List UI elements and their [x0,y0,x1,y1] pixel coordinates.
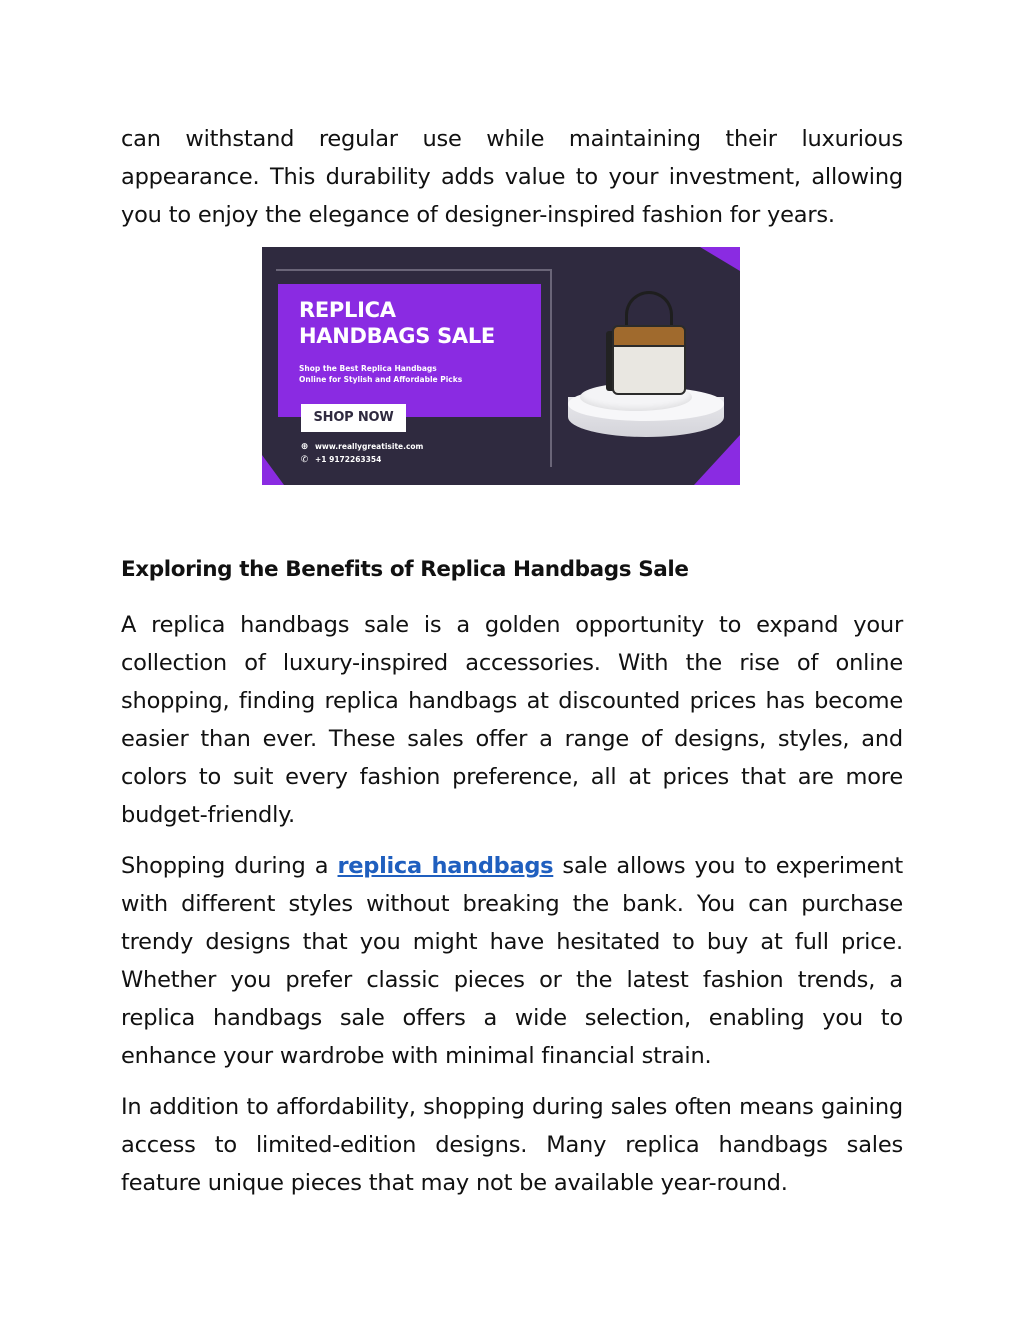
body-paragraph-1: A replica handbags sale is a golden opportunity to expand your collection of luxury-inspired accessories. With the rise of online shopping, finding replica handbags at discounted prices has become easier than ever. These sales offer a range of designs, styles, and colors to suit every fashion preference, all at prices that are more budget-friendly. [121,612,903,828]
paragraph-text: Shopping during a [121,853,338,879]
handbag-flap [612,325,686,347]
body-paragraph-2 [121,847,903,1075]
banner-subtitle-line: Online for Stylish and Affordable Picks [299,375,463,384]
promo-banner [262,247,740,485]
globe-icon: ⊕ [300,441,309,452]
shop-now-button: SHOP NOW [301,404,406,432]
banner-phone-text: +1 9172263354 [315,455,382,464]
banner-website-text: www.reallygreatisite.com [315,442,424,451]
banner-corner-decoration [700,247,740,271]
banner-subtitle-line: Shop the Best Replica Handbags [299,364,437,373]
banner-subtitle [299,363,499,385]
banner-title-line: REPLICA [299,298,396,322]
banner-title-line: HANDBAGS SALE [299,324,495,348]
section-heading: Exploring the Benefits of Replica Handbags Sale [121,557,689,582]
promo-banner-image [262,247,740,485]
banner-corner-decoration [694,435,740,485]
banner-website [300,442,423,452]
document-page [121,120,903,1202]
paragraph-text: sale allows you to experiment with different styles without breaking the bank. You can purchase trendy designs that you might have hesitated to buy at full price. Whether you prefer classic pieces or the latest fashion trends, a replica handbags sale offers a wide selection, enabling you to enhance your wardrobe with minimal financial strain. [121,853,903,1069]
body-paragraph-3: In addition to affordability, shopping during sales often means gaining access to limited-edition designs. Many replica handbags sales feature unique pieces that may not be available year-round. [121,1094,903,1196]
banner-phone [300,455,381,465]
phone-icon: ✆ [300,454,309,465]
replica-handbags-link[interactable]: replica handbags [337,853,554,879]
intro-paragraph: can withstand regular use while maintaining their luxurious appearance. This durability adds value to your investment, allowing you to enjoy the elegance of designer-inspired fashion for years. [121,126,903,228]
banner-title [299,297,539,349]
